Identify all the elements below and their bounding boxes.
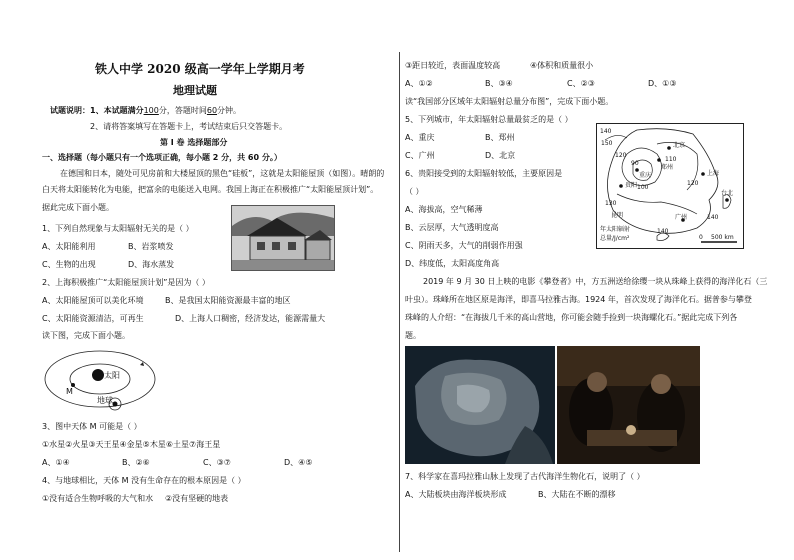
map-city-shanghai: 上海 xyxy=(707,170,720,177)
movie-scene-photo xyxy=(557,346,700,464)
map-contour-90: 90 xyxy=(631,160,639,167)
column-divider xyxy=(399,52,400,552)
map-city-guangzhou: 广州 xyxy=(675,214,688,221)
q5-option-c: C、广州 xyxy=(405,151,435,160)
exam-subtitle: 地理试题 xyxy=(173,84,217,97)
map-contour-100: 100 xyxy=(637,184,649,191)
q4-option-d: D、①③ xyxy=(648,79,677,88)
q4-statement-1: ①没有适合生物呼吸的大气和水 xyxy=(42,494,154,503)
q7-option-b: B、大陆在不断的漂移 xyxy=(538,490,616,499)
sun-label: 太阳 xyxy=(104,371,120,380)
q3-option-d: D、④⑤ xyxy=(284,458,313,467)
q1-stem: 1、下列自然现象与太阳辐射无关的是（ ） xyxy=(42,224,194,233)
map-contour-140-a: 140 xyxy=(600,128,612,135)
earth-label: 地球 xyxy=(97,396,113,405)
q2-option-a: A、太阳能屋顶可以美化环境 xyxy=(42,296,144,305)
map-contour-150: 150 xyxy=(601,140,613,147)
para1-line-2: 白天将太阳能转化为电能，把富余的电能送入电网。我国上海正在积极推广“太阳能屋顶计划”。 xyxy=(42,185,379,194)
q3-stem: 3、图中天体 M 可能是（ ） xyxy=(42,422,142,431)
map-city-taibei: 台北 xyxy=(721,190,734,197)
q6-option-d: D、纬度低，太阳高度角高 xyxy=(405,259,500,268)
q6-stem: 6、贵阳接受到的太阳辐射较低，主要原因是 xyxy=(405,169,563,178)
section-heading: 第 Ⅰ 卷 选择题部分 xyxy=(160,138,228,147)
score-value: 100 xyxy=(143,106,159,115)
q3-option-c: C、③⑦ xyxy=(203,458,231,467)
m-label: M xyxy=(66,387,73,396)
q4-statement-2: ②没有坚硬的地表 xyxy=(165,494,229,503)
map-contour-120-b: 120 xyxy=(687,180,699,187)
trilobite-fossil-image xyxy=(405,346,555,464)
q4-stem: 4、与地球相比，天体 M 没有生命存在的根本原因是（ ） xyxy=(42,476,246,485)
q5-option-b: B、郑州 xyxy=(485,133,515,142)
para1-line-3: 据此完成下面小题。 xyxy=(42,203,114,212)
map-city-kunming: 昆明 xyxy=(611,212,624,219)
q1-option-a: A、太阳能利用 xyxy=(42,242,96,251)
q4-statement-3: ③距日较近，表面温度较高 xyxy=(405,61,501,70)
map-scale-zero: 0 xyxy=(699,234,703,241)
time-value: 60 xyxy=(206,106,218,115)
lead-2: 读下图，完成下面小题。 xyxy=(42,331,130,340)
solar-radiation-map xyxy=(596,123,744,249)
q6-option-b: B、云层厚，大气透明度高 xyxy=(405,223,499,232)
q2-option-d: D、上海人口稠密，经济发达，能源需量大 xyxy=(175,314,326,323)
para1-line-1: 在德国和日本，随处可见房前和大楼屋顶的黑色“硅板”，这就是太阳能屋顶（如图）。晴朗的 xyxy=(60,169,385,178)
q4-statement-4: ④体积和质量很小 xyxy=(530,61,594,70)
instr1-post: 分钟。 xyxy=(217,106,242,115)
map-contour-140-b: 140 xyxy=(707,214,719,221)
map-city-zhengzhou: 郑州 xyxy=(661,164,674,171)
para2-line-3: 珠峰的人介绍：“在海拔几千米的高山营地，你可能会随手捡到一块海螺化石。”据此完成下列各 xyxy=(405,313,738,322)
q5-stem: 5、下列城市，年太阳辐射总量最贫乏的是（ ） xyxy=(405,115,573,124)
q2-stem: 2、上海积极推广“太阳能屋顶计划”是因为（ ） xyxy=(42,278,210,287)
para2-line-2: 叶虫）。珠峰所在地区原是海洋，即喜马拉雅古海。1924 年，首次发现了海洋化石。据普参与攀登 xyxy=(405,295,752,304)
instructions-line-2: 2、请将答案填写在答题卡上，考试结束后只交答题卡。 xyxy=(90,122,288,131)
lead-3: 读“我国部分区域年太阳辐射总量分布图”，完成下面小题。 xyxy=(405,97,614,106)
solar-roof-photo xyxy=(231,205,335,271)
instr1-mid: 分，答题时间 xyxy=(158,106,207,115)
q4-option-b: B、③④ xyxy=(485,79,513,88)
q6-option-c: C、阴雨天多，大气的削弱作用强 xyxy=(405,241,523,250)
q1-option-d: D、海水蒸发 xyxy=(128,260,175,269)
q7-option-a: A、大陆板块由海洋板块形成 xyxy=(405,490,507,499)
q1-option-b: B、岩浆喷发 xyxy=(128,242,174,251)
q6-answer-blank: （ ） xyxy=(405,187,424,196)
q2-option-b: B、是我国太阳能资源最丰富的地区 xyxy=(165,296,291,305)
fossil-photo xyxy=(405,346,555,464)
map-city-beijing: 北京 xyxy=(673,142,686,149)
q5-option-a: A、重庆 xyxy=(405,133,435,142)
q2-option-c: C、太阳能资源清洁，可再生 xyxy=(42,314,144,323)
orbit-arrow-icon xyxy=(140,362,144,366)
q4-option-a: A、①② xyxy=(405,79,433,88)
map-city-chongqing: 重庆 xyxy=(639,172,652,179)
solar-roof-house-image xyxy=(232,206,334,270)
q6-option-a: A、海拔高，空气稀薄 xyxy=(405,205,483,214)
map-legend-line-2: 总量/J/cm² xyxy=(600,235,630,242)
map-contour-140-c: 140 xyxy=(657,228,669,235)
q5-option-d: D、北京 xyxy=(485,151,516,160)
map-contour-110: 110 xyxy=(665,156,677,163)
q4-option-c: C、②③ xyxy=(567,79,595,88)
map-contour-120: 120 xyxy=(615,152,627,159)
q7-stem: 7、科学家在喜玛拉雅山脉上发现了古代海洋生物化石，说明了（ ） xyxy=(405,472,645,481)
q3-candidates: ①水星②火星③天王星④金星⑤木星⑥土星⑦海王星 xyxy=(42,440,221,449)
movie-scene-image xyxy=(557,346,700,464)
earth-icon xyxy=(113,402,118,407)
q1-option-c: C、生物的出现 xyxy=(42,260,96,269)
instructions-line-1 xyxy=(50,106,241,116)
para2-line-1: 2019 年 9 月 30 日上映的电影《攀登者》中，方五洲送给徐缨一块从珠峰上获得的海洋化石（三 xyxy=(423,277,768,286)
instr1-pre: 试题说明：1、本试题满分 xyxy=(50,106,144,115)
map-contour-130: 130 xyxy=(605,200,617,207)
map-legend-line-1: 年太阳辐射 xyxy=(600,226,631,233)
sun-icon xyxy=(92,369,104,381)
q3-option-a: A、①④ xyxy=(42,458,70,467)
map-city-guiyang: 贵阳 xyxy=(625,182,638,189)
part-heading: 一、选择题（每小题只有一个选项正确，每小题 2 分，共 60 分。） xyxy=(42,153,282,162)
exam-title: 铁人中学 2020 级高一学年上学期月考 xyxy=(95,62,305,76)
map-scale-label: 500 km xyxy=(711,234,734,241)
q3-option-b: B、②⑥ xyxy=(122,458,150,467)
para2-line-4: 题。 xyxy=(405,331,421,340)
